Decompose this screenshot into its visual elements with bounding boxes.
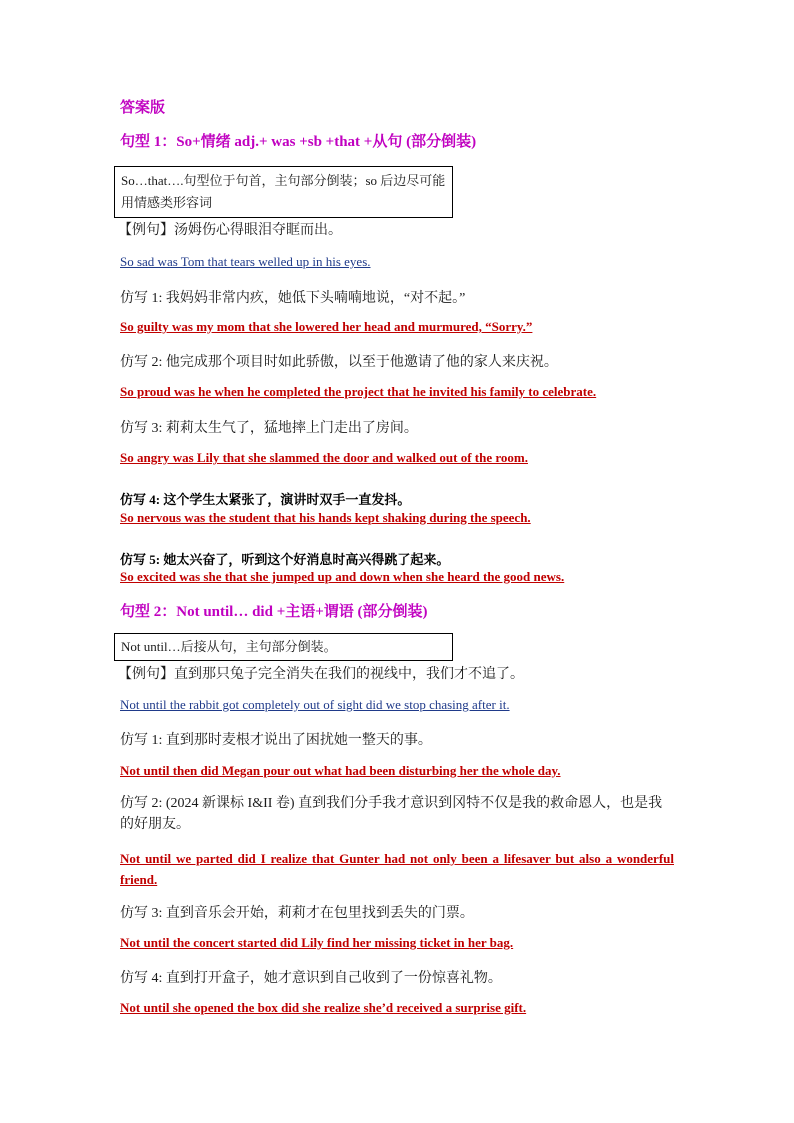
exercise1-2-answer: So proud was he when he completed the project that he invited his family to celebrate. bbox=[120, 384, 597, 399]
exercise2-3-cn: 仿写 3: 直到音乐会开始，莉莉才在包里找到丢失的门票。 bbox=[120, 906, 474, 921]
exercise2-2-answer: Not until we parted did I realize that Gunter had not only been a lifesaver but also a wonderful friend. bbox=[120, 851, 674, 887]
exercise2-4-cn: 仿写 4: 直到打开盒子，她才意识到自己收到了一份惊喜礼物。 bbox=[120, 971, 502, 986]
section1-note-box: So…that….句型位于句首，主句部分倒装；so 后边尽可能用情感类形容词 bbox=[114, 166, 453, 218]
exercise1-2-cn: 仿写 2: 他完成那个项目时如此骄傲，以至于他邀请了他的家人来庆祝。 bbox=[120, 355, 558, 370]
exercise2-1-cn: 仿写 1: 直到那时麦根才说出了困扰她一整天的事。 bbox=[120, 733, 432, 748]
exercise2-3-answer: Not until the concert started did Lily find her missing ticket in her bag. bbox=[120, 935, 514, 950]
section1-example-cn: 【例句】汤姆伤心得眼泪夺眶而出。 bbox=[118, 223, 342, 238]
exercise1-4-cn: 仿写 4: 这个学生太紧张了，演讲时双手一直发抖。 bbox=[120, 492, 411, 507]
exercise1-5-answer: So excited was she that she jumped up and down when she heard the good news. bbox=[120, 569, 565, 584]
exercise2-1-answer: Not until then did Megan pour out what had been disturbing her the whole day. bbox=[120, 763, 561, 778]
exercise1-3-answer: So angry was Lily that she slammed the door and walked out of the room. bbox=[120, 450, 528, 465]
exercise2-2-cn: 仿写 2: (2024 新课标 I&II 卷) 直到我们分手我才意识到冈特不仅是我的救命恩人，也是我的好朋友。 bbox=[120, 796, 663, 832]
exercise1-3-cn: 仿写 3: 莉莉太生气了，猛地摔上门走出了房间。 bbox=[120, 421, 418, 436]
exercise1-1-answer: So guilty was my mom that she lowered her head and murmured, “Sorry.” bbox=[120, 319, 533, 334]
section2-note-box: Not until…后接从句，主句部分倒装。 bbox=[114, 633, 453, 661]
exercise1-4-answer: So nervous was the student that his hands kept shaking during the speech. bbox=[120, 510, 531, 525]
section2-title: 句型 2：Not until… did +主语+谓语 (部分倒装) bbox=[120, 604, 428, 620]
section1-example-en: So sad was Tom that tears welled up in his eyes. bbox=[120, 254, 371, 269]
page-title: 答案版 bbox=[120, 100, 166, 116]
exercise1-1-cn: 仿写 1: 我妈妈非常内疚，她低下头喃喃地说，“对不起。” bbox=[120, 291, 466, 306]
section1-title: 句型 1：So+情绪 adj.+ was +sb +that +从句 (部分倒装) bbox=[120, 134, 477, 150]
section2-example-en: Not until the rabbit got completely out of sight did we stop chasing after it. bbox=[120, 697, 510, 712]
section2-example-cn: 【例句】直到那只兔子完全消失在我们的视线中，我们才不追了。 bbox=[118, 667, 524, 682]
exercise2-4-answer: Not until she opened the box did she realize she’d received a surprise gift. bbox=[120, 1000, 527, 1015]
exercise1-5-cn: 仿写 5: 她太兴奋了，听到这个好消息时高兴得跳了起来。 bbox=[120, 552, 450, 567]
